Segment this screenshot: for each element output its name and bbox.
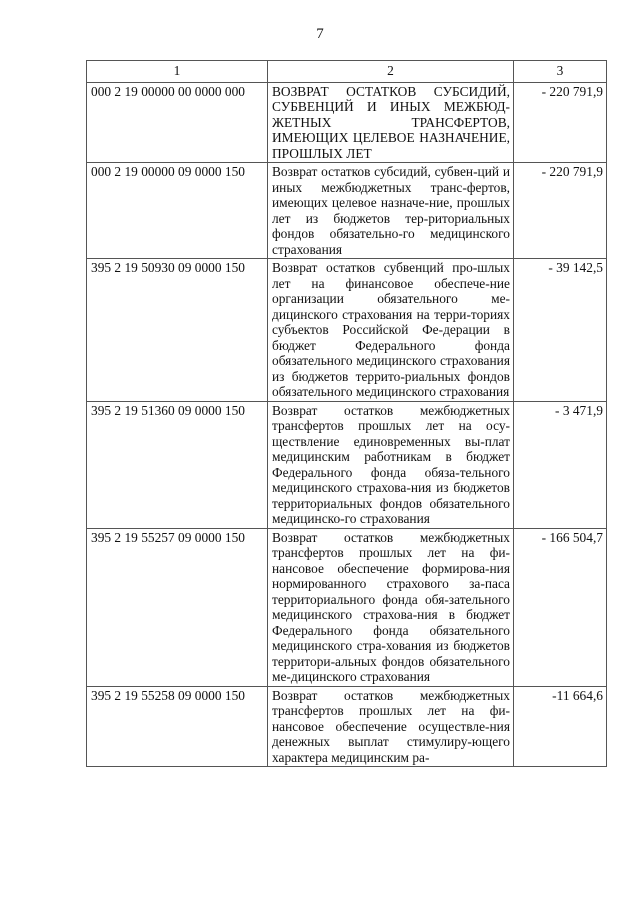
budget-code: 395 2 19 55257 09 0000 150 xyxy=(87,528,268,686)
column-header-amount: 3 xyxy=(514,61,607,83)
table-header-row xyxy=(87,61,607,83)
revenue-name: Возврат остатков межбюджетных трансфертов прошлых лет на осу-ществление единовременных вы-плат медицинским работникам в бюджет Федерального фонда обяза-тельного медицинского страхова-ния из бюджетов территориальных фондов обязательного медицинско-го страхования xyxy=(268,401,514,528)
budget-code: 395 2 19 50930 09 0000 150 xyxy=(87,259,268,402)
column-header-name: 2 xyxy=(268,61,514,83)
budget-code: 395 2 19 51360 09 0000 150 xyxy=(87,401,268,528)
amount: - 166 504,7 xyxy=(514,528,607,686)
revenue-name: Возврат остатков межбюджетных трансфертов прошлых лет на фи-нансовое обеспечение осуществле-ния денежных выплат стимулиру-ющего характера медицинским ра- xyxy=(268,686,514,767)
revenue-name: ВОЗВРАТ ОСТАТКОВ СУБСИДИЙ, СУБВЕНЦИЙ И ИНЫХ МЕЖБЮД-ЖЕТНЫХ ТРАНСФЕРТОВ, ИМЕЮЩИХ ЦЕЛЕВОЕ НАЗНАЧЕНИЕ, ПРОШЛЫХ ЛЕТ xyxy=(268,82,514,163)
revenue-name: Возврат остатков межбюджетных трансфертов прошлых лет на фи-нансовое обеспечение формирова-ния нормированного страхового за-паса территориального фонда обя-зательного медицинского страхова-ния в бюджет Федерального фонда обязательного медицинского стра-хования из бюджетов территори-альных фондов обязательного ме-дицинского страхования xyxy=(268,528,514,686)
budget-table xyxy=(86,60,607,767)
page-number: 7 xyxy=(316,26,324,42)
table-row xyxy=(87,259,607,402)
amount: -11 664,6 xyxy=(514,686,607,767)
amount: - 220 791,9 xyxy=(514,82,607,163)
column-header-code: 1 xyxy=(87,61,268,83)
budget-code: 000 2 19 00000 00 0000 000 xyxy=(87,82,268,163)
amount: - 220 791,9 xyxy=(514,163,607,259)
table-row xyxy=(87,401,607,528)
table-row xyxy=(87,528,607,686)
budget-code: 395 2 19 55258 09 0000 150 xyxy=(87,686,268,767)
table-row xyxy=(87,686,607,767)
revenue-name: Возврат остатков субсидий, субвен-ций и иных межбюджетных транс-фертов, имеющих целевое назначе-ние, прошлых лет из бюджетов тер-риториальных фондов обязательно-го медицинского страхования xyxy=(268,163,514,259)
table-row xyxy=(87,82,607,163)
amount: - 39 142,5 xyxy=(514,259,607,402)
budget-code: 000 2 19 00000 09 0000 150 xyxy=(87,163,268,259)
revenue-name: Возврат остатков субвенций про-шлых лет на финансовое обеспече-ние организации обязательного ме-дицинского страхования на терри-ториях субъектов Российской Фе-дерации в бюджет Федерального фонда обязательного медицинского страхования из бюджетов террито-риальных фондов обязательного медицинского страхования xyxy=(268,259,514,402)
amount: - 3 471,9 xyxy=(514,401,607,528)
table-row xyxy=(87,163,607,259)
